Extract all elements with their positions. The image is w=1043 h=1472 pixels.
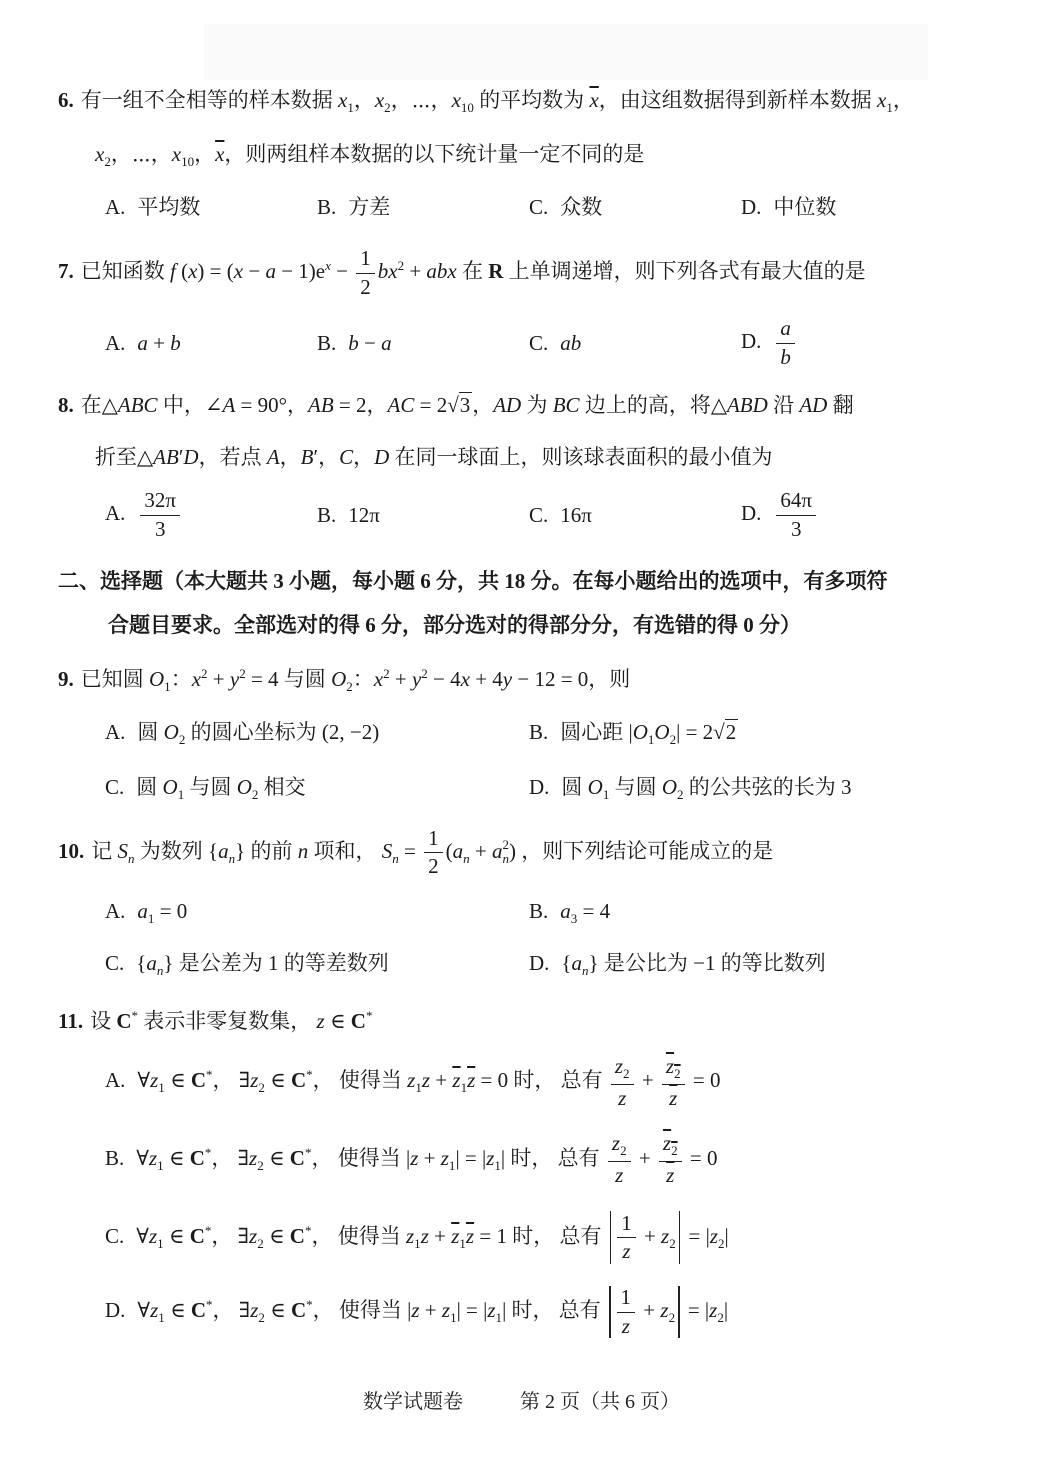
question-8-option-d xyxy=(741,489,992,541)
question-10-number: 10. xyxy=(58,838,85,863)
page-content xyxy=(58,86,992,1338)
question-10-option-a xyxy=(105,899,529,927)
option-text: $\forall z_1$ ∈ C*， $\exists z_2$ ∈ C*， 使得当 $|z + z_1| = |z_1|$ 时， 总有 $\frac{1}{z}$ + $z_2 = |z_2|$ xyxy=(137,1285,729,1338)
question-9-options-row2 xyxy=(105,771,992,803)
option-label: D. xyxy=(741,329,762,354)
option-text: b − a xyxy=(348,330,392,355)
question-9-number: 9. xyxy=(58,666,74,691)
question-10 xyxy=(58,827,992,979)
option-text: 方差 xyxy=(348,195,391,220)
option-label: A. xyxy=(105,1068,126,1093)
option-text: $\frac{32\pi}{3}$ xyxy=(137,501,183,525)
question-8-options xyxy=(105,489,992,541)
question-7-option-c xyxy=(529,331,741,356)
option-label: C. xyxy=(529,330,549,355)
question-7-option-a xyxy=(105,331,317,356)
section-2-header-line2: 合题目要求。全部选对的得 6 分，部分选对的得部分分，有选错的得 0 分） xyxy=(108,612,801,637)
question-11-stem-line1: 设 C* 表示非零复数集， z ∈ C* xyxy=(90,1008,373,1034)
option-text: 中位数 xyxy=(773,195,837,220)
option-label: C. xyxy=(105,774,125,799)
option-text: 圆心距 $|O_1O_2| = 2√2$ xyxy=(560,720,737,748)
option-text: $\{a_n\}$ 是公比为 −1 的等比数列 xyxy=(561,950,826,979)
question-8-stem-line2: 折至△AB′D，若点 A，B′，C，D 在同一球面上，则该球表面积的最小值为 xyxy=(95,445,773,470)
question-7 xyxy=(58,247,992,369)
question-9-option-b xyxy=(529,716,992,748)
option-label: D. xyxy=(105,1298,126,1322)
option-label: A. xyxy=(105,720,126,745)
question-9-option-d xyxy=(529,771,992,803)
option-text: 圆 $O_1$ 与圆 $O_2$ 的公共弦的长为 3 xyxy=(561,774,852,802)
option-label: D. xyxy=(741,195,762,220)
option-label: C. xyxy=(529,195,549,220)
option-label: C. xyxy=(105,1223,125,1248)
question-8-option-b xyxy=(317,503,529,528)
question-6-option-d xyxy=(741,191,992,221)
question-7-option-d xyxy=(741,317,992,369)
question-10-options-row1 xyxy=(105,899,992,927)
question-7-options xyxy=(105,317,992,369)
scan-artifact-band xyxy=(204,24,928,80)
option-label: C. xyxy=(529,502,549,527)
question-11-option-b xyxy=(105,1132,992,1187)
question-6-number: 6. xyxy=(58,88,74,112)
question-8-stem xyxy=(58,391,992,421)
question-6 xyxy=(58,86,992,221)
option-text: 平均数 xyxy=(137,195,201,220)
question-6-option-a xyxy=(105,191,317,221)
question-11-option-a xyxy=(105,1055,992,1110)
question-7-stem-line1: 已知函数 f $(x) = (x - a - 1)e^x$ − $\frac{1}{2}$ $bx^2$ + abx 在 R 上单调递增，则下列各式有最大值的是 xyxy=(80,246,866,299)
question-6-option-c xyxy=(529,191,741,221)
footer-doc-title: 数学试题卷 xyxy=(363,1391,463,1413)
question-9-option-a xyxy=(105,716,529,748)
question-9 xyxy=(58,665,992,803)
question-6-option-b xyxy=(317,191,529,221)
question-11-stem xyxy=(58,1007,992,1037)
option-label: D. xyxy=(741,500,762,525)
option-text: ab xyxy=(560,330,582,355)
question-10-option-b xyxy=(529,899,992,927)
question-11-option-c xyxy=(105,1211,992,1264)
option-label: B. xyxy=(529,898,549,923)
question-8-stem-line1: 在△ABC 中，∠A = 90°，AB = 2，AC = 2√3，AD 为 BC 边上的高，将△ABD 沿 AD 翻 xyxy=(80,393,854,418)
question-10-stem xyxy=(58,827,992,879)
section-2-header-line1: 二、选择题（本大题共 3 小题，每小题 6 分，共 18 分。在每小题给出的选项中，有多项符 xyxy=(58,569,888,594)
option-text: a + b xyxy=(137,330,181,355)
question-11-option-d xyxy=(105,1286,992,1339)
option-label: D. xyxy=(529,950,550,975)
question-6-options xyxy=(105,191,992,221)
question-9-stem-line1: 已知圆 $O_1$：$x^2 + y^2 = 4$ 与圆 $O_2$：$x^2 + y^2 - 4x + 4y - 12 = 0$，则 xyxy=(80,665,631,694)
option-label: A. xyxy=(105,500,126,525)
option-text: 圆 $O_1$ 与圆 $O_2$ 相交 xyxy=(136,774,306,802)
option-text: $\forall z_1$ ∈ C*， $\exists z_2$ ∈ C*， 使得当 $z_1z + \overline{z}_1\overline{z} = 1$ 时， 总有 $\frac{1}{z}$ + $z_2 = |z_2|$ xyxy=(136,1210,729,1264)
question-9-option-c xyxy=(105,771,529,803)
option-text: $\forall z_1$ ∈ C*， $\exists z_2$ ∈ C*， 使得当 $z_1z + \overline{z}_1\overline{z} = 0$ 时， 总有 $\frac{z_2}{z}$ + $\frac{z_2}{z}$ = 0 xyxy=(137,1053,721,1110)
page-footer xyxy=(0,1385,1043,1414)
option-label: A. xyxy=(105,330,126,355)
option-text: 16π xyxy=(560,502,592,527)
question-7-option-b xyxy=(317,331,529,356)
question-8 xyxy=(58,391,992,541)
option-label: C. xyxy=(105,950,125,975)
question-7-stem xyxy=(58,247,992,299)
question-6-stem xyxy=(58,86,992,118)
question-10-stem-line1: 记 $S_n$ 为数列 $\{a_n\}$ 的前 n 项和， $S_n$ = $\frac{1}{2}$ ($a_n + a$ 2 n ) ，则下列结论可能成立的是 xyxy=(91,825,774,879)
option-label: A. xyxy=(105,195,126,220)
option-text: 圆 $O_2$ 的圆心坐标为 (2, −2) xyxy=(137,720,380,748)
option-text: $\{a_n\}$ 是公差为 1 的等差数列 xyxy=(136,950,389,979)
option-text: 12π xyxy=(348,502,380,527)
option-text: $\frac{a}{b}$ xyxy=(773,329,798,353)
question-8-option-a xyxy=(105,489,317,541)
question-10-option-d xyxy=(529,947,992,979)
question-6-stem-line1: 有一组不全相等的样本数据 $x_1$，$x_2$，⋯，$x_{10}$ 的平均数为 $\overline{x}$，由这组数据得到新样本数据 $x_1$， xyxy=(80,88,914,116)
option-text: 众数 xyxy=(560,195,603,220)
question-7-number: 7. xyxy=(58,259,74,284)
option-label: B. xyxy=(529,720,549,745)
option-text: $\frac{64\pi}{3}$ xyxy=(773,501,819,525)
question-9-options-row1 xyxy=(105,716,992,748)
question-10-options-row2 xyxy=(105,947,992,979)
option-label: B. xyxy=(317,195,337,220)
option-label: B. xyxy=(317,502,337,527)
question-11-number: 11. xyxy=(58,1009,84,1034)
option-text: $a_3 = 4$ xyxy=(560,898,611,926)
option-label: D. xyxy=(529,774,550,799)
footer-page-number: 第 2 页（共 6 页） xyxy=(520,1391,680,1413)
question-9-stem xyxy=(58,665,992,697)
question-11 xyxy=(58,1007,992,1338)
question-6-stem-line2: $x_2$，⋯，$x_{10}$，$\overline{x}$，则两组样本数据的以下统计量一定不同的是 xyxy=(95,141,645,169)
option-label: A. xyxy=(105,898,126,923)
question-8-number: 8. xyxy=(58,393,74,418)
option-label: B. xyxy=(105,1145,125,1170)
question-8-option-c xyxy=(529,503,741,528)
question-10-option-c xyxy=(105,947,529,979)
option-text: $\forall z_1$ ∈ C*， $\exists z_2$ ∈ C*， 使得当 $|z + z_1| = |z_1|$ 时， 总有 $\frac{z_2}{z}$ + $\frac{z_2}{z}$ = 0 xyxy=(136,1131,718,1187)
section-2-header xyxy=(58,567,992,641)
option-text: $a_1 = 0$ xyxy=(137,898,188,926)
option-label: B. xyxy=(317,330,337,355)
